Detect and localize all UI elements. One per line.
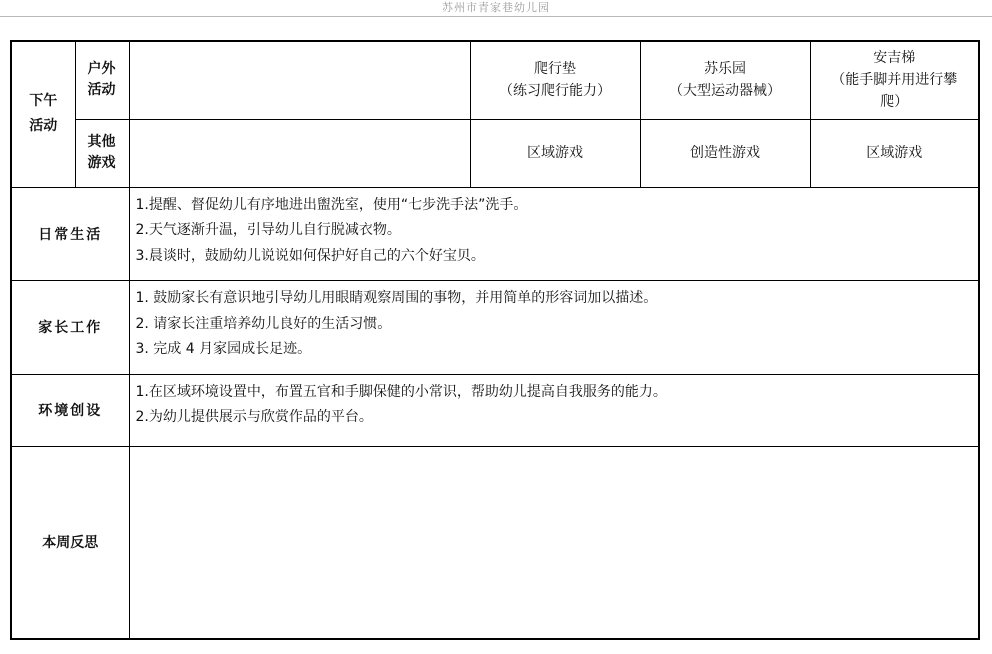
afternoon-label-line1: 下午	[29, 93, 58, 110]
environment-label: 环境创设	[11, 374, 129, 446]
other-label-line1: 其他	[87, 134, 116, 151]
outdoor-2-line2: （大型运动器械）	[669, 83, 781, 100]
reflection-content[interactable]	[129, 446, 979, 639]
parent-work-item: 2. 请家长注重培养幼儿良好的生活习惯。	[135, 315, 392, 332]
other-empty-cell	[129, 119, 470, 187]
parent-work-item: 1. 鼓励家长有意识地引导幼儿用眼睛观察周围的事物，并用简单的形容词加以描述。	[135, 290, 658, 307]
daily-life-label: 日常生活	[11, 187, 129, 280]
outdoor-activity-cell-2	[640, 41, 810, 119]
daily-life-content	[129, 187, 979, 280]
outdoor-1-line1: 爬行垫	[534, 61, 576, 78]
outdoor-activity-label	[75, 41, 129, 119]
other-label-line2: 游戏	[87, 155, 116, 172]
outdoor-3-line3: 爬）	[880, 94, 909, 111]
other-game-cell-2: 创造性游戏	[640, 119, 810, 187]
daily-life-item: 1.提醒、督促幼儿有序地进出盥洗室，使用“七步洗手法”洗手。	[135, 196, 528, 213]
outdoor-2-line1: 苏乐园	[704, 61, 746, 78]
other-games-row	[11, 119, 979, 187]
environment-item: 2.为幼儿提供展示与欣赏作品的平台。	[135, 409, 373, 426]
parent-work-row	[11, 281, 979, 374]
parent-work-item: 3. 完成 4 月家园成长足迹。	[135, 341, 312, 358]
outdoor-activity-row	[11, 41, 979, 119]
reflection-row	[11, 446, 979, 639]
other-game-cell-3: 区域游戏	[810, 119, 979, 187]
outdoor-3-line1: 安吉梯	[873, 50, 916, 67]
outdoor-activity-cell-3	[810, 41, 979, 119]
outdoor-activity-cell-1	[470, 41, 640, 119]
environment-row	[11, 374, 979, 446]
daily-life-row	[11, 187, 979, 280]
outdoor-label-line2: 活动	[87, 82, 116, 99]
afternoon-label-line2: 活动	[29, 118, 58, 135]
weekly-plan-table	[10, 40, 980, 640]
outdoor-1-line2: （练习爬行能力）	[499, 83, 611, 100]
daily-life-item: 2.天气逐渐升温，引导幼儿自行脱减衣物。	[135, 222, 401, 239]
parent-work-content	[129, 281, 979, 374]
page-header	[0, 0, 992, 17]
page-header-title: 苏州市青家巷幼儿园	[442, 1, 550, 14]
environment-content	[129, 374, 979, 446]
other-game-cell-1: 区域游戏	[470, 119, 640, 187]
afternoon-activity-label	[11, 41, 75, 187]
outdoor-empty-cell	[129, 41, 470, 119]
outdoor-label-line1: 户外	[87, 61, 116, 78]
outdoor-3-line2: （能手脚并用进行攀	[831, 72, 958, 89]
environment-item: 1.在区域环境设置中，布置五官和手脚保健的小常识，帮助幼儿提高自我服务的能力。	[135, 383, 667, 400]
reflection-label: 本周反思	[11, 446, 129, 639]
daily-life-item: 3.晨谈时，鼓励幼儿说说如何保护好自己的六个好宝贝。	[135, 247, 485, 264]
other-games-label	[75, 119, 129, 187]
parent-work-label: 家长工作	[11, 281, 129, 374]
